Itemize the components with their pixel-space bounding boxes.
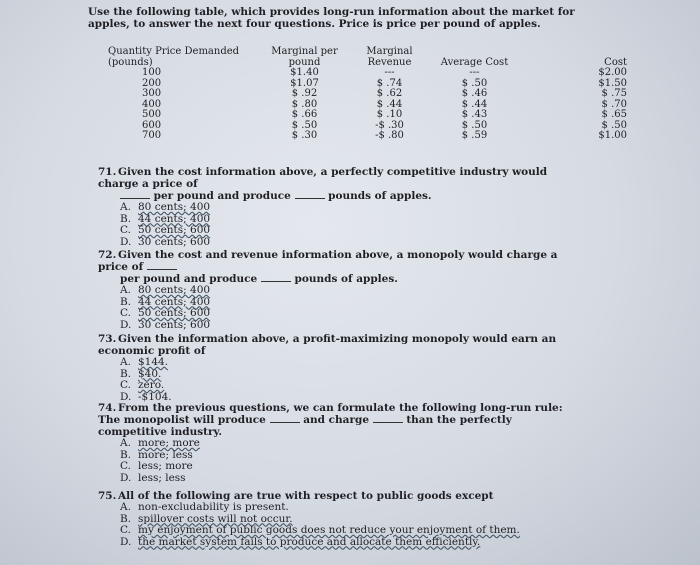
table-row (108, 121, 627, 132)
option-letter: A. (120, 356, 131, 368)
question-stem: than the perfectly competitive industry. (98, 414, 512, 438)
option-letter: B. (120, 448, 132, 461)
option-letter: C. (120, 524, 131, 536)
col-header: Marginal per pound (271, 46, 338, 68)
question-stem: Given the information above, a profit-maximizing monopoly would earn an economic profit of (98, 333, 557, 357)
option-text: 80 cents; 400 (138, 201, 211, 213)
option-letter: A. (120, 201, 131, 213)
option-text: non-excludability is present. (138, 501, 289, 513)
question-stem: From the previous questions, we can formulate the following long-run rule: The monopolist will produce (98, 402, 563, 426)
option-text: more; less (138, 448, 193, 461)
table-cell: 200 (142, 77, 162, 89)
table-cell: $ .50 (291, 119, 318, 131)
option-letter: B. (120, 512, 132, 525)
option-text: 44 cents; 400 (138, 212, 211, 225)
option-letter: D. (120, 535, 132, 548)
table-cell: $ .62 (376, 88, 403, 99)
question-number: 71. (98, 166, 117, 178)
question-number: 75. (98, 490, 117, 502)
question-71 (98, 166, 568, 248)
table-cell: 600 (142, 119, 162, 131)
question-73 (98, 333, 568, 403)
table-row (108, 100, 627, 111)
option-text: 50 cents; 600 (138, 307, 211, 319)
table-cell: $1.40 (290, 67, 319, 78)
question-stem: and charge (303, 414, 370, 426)
option-text: less; less (138, 471, 186, 484)
option-text: less; more (138, 460, 193, 472)
table-row (108, 131, 627, 142)
table-cell: -$ .80 (375, 130, 404, 141)
answer-option[interactable] (120, 473, 568, 485)
option-letter: C. (120, 224, 131, 236)
question-72 (98, 249, 568, 331)
answer-option[interactable] (120, 537, 568, 549)
option-text: the market system fails to produce and allocate them efficiently. (138, 535, 481, 548)
table-cell: $ .44 (376, 98, 403, 110)
option-text: -$104. (138, 390, 172, 403)
answer-option[interactable] (120, 461, 568, 473)
option-text: 80 cents; 400 (138, 284, 211, 296)
option-letter: C. (120, 307, 131, 319)
option-text: 30 cents; 600 (138, 318, 211, 331)
option-text: zero. (138, 379, 165, 391)
table-cell: 400 (142, 98, 162, 110)
answer-option[interactable] (120, 320, 568, 332)
table-cell: $ .50 (461, 77, 488, 89)
col-header: Average Cost (440, 56, 509, 68)
option-letter: B. (120, 295, 132, 308)
table-cell: 500 (142, 109, 162, 120)
option-letter: A. (120, 501, 131, 513)
table-cell: 300 (142, 88, 162, 99)
option-text: more; more (138, 437, 200, 449)
question-stem: Given the cost information above, a perfectly competitive industry would charge a price of (98, 166, 548, 190)
answer-option[interactable] (120, 357, 568, 369)
option-text: my enjoyment of public goods does not reduce your enjoyment of them. (138, 524, 520, 536)
option-letter: D. (120, 235, 132, 248)
table-cell: 700 (142, 130, 162, 141)
table-row (108, 110, 627, 121)
instructions: Use the following table, which provides long-run information about the market for apples, to answer the next four questions. Price is price per pound of apples. (88, 6, 575, 30)
question-stem: per pound and produce (120, 273, 258, 285)
table-cell: $ .50 (601, 119, 627, 131)
option-letter: D. (120, 471, 132, 484)
question-stem: pounds of apples. (294, 273, 398, 285)
option-letter: C. (120, 460, 131, 472)
table-cell: $2.00 (598, 67, 627, 78)
option-letter: B. (120, 367, 132, 380)
table-cell: $ .43 (461, 109, 488, 120)
option-text: 44 cents; 400 (138, 295, 211, 308)
table-cell: $ .30 (291, 130, 318, 141)
table-cell: $ .70 (601, 98, 627, 110)
table-cell: $ .59 (461, 130, 488, 141)
table-cell: $1.50 (598, 77, 627, 89)
question-75 (98, 490, 568, 548)
table-cell: $1.00 (598, 130, 627, 141)
option-text: $144. (138, 356, 169, 368)
table-cell: $ .66 (291, 109, 318, 120)
question-stem: All of the following are true with respect to public goods except (118, 490, 494, 502)
table-row (108, 68, 627, 79)
col-header: Quantity Price Demanded (pounds) (108, 46, 240, 68)
answer-option[interactable] (120, 380, 568, 392)
apple-market-table (108, 47, 627, 142)
option-text: 50 cents; 600 (138, 224, 211, 236)
option-letter: D. (120, 390, 132, 403)
table-cell: $ .10 (376, 109, 403, 120)
option-letter: A. (120, 437, 131, 449)
col-header: Cost (604, 56, 627, 68)
option-letter: C. (120, 379, 131, 391)
answer-option[interactable] (120, 369, 568, 381)
question-number: 72. (98, 249, 117, 261)
table-cell: $ .75 (601, 88, 627, 99)
col-header: Marginal Revenue (366, 46, 413, 68)
table-row (108, 79, 627, 90)
option-letter: D. (120, 318, 132, 331)
table-cell: --- (469, 67, 480, 78)
table-cell: 100 (142, 67, 162, 78)
table-cell: $ .65 (601, 109, 627, 120)
table-cell: --- (384, 67, 395, 78)
table-cell: -$ .30 (375, 119, 404, 131)
option-text: 30 cents; 600 (138, 235, 211, 248)
question-number: 74. (98, 402, 117, 414)
question-stem: per pound and produce (153, 190, 291, 202)
question-stem: pounds of apples. (328, 190, 432, 202)
table-cell: $1.07 (290, 77, 319, 89)
option-text: spillover costs will not occur. (138, 512, 293, 525)
option-letter: A. (120, 284, 131, 296)
option-text: $40. (138, 367, 162, 380)
question-number: 73. (98, 333, 117, 345)
table-cell: $ .44 (461, 98, 488, 110)
question-stem: Given the cost and revenue information above, a monopoly would charge a price of (98, 249, 558, 273)
table-cell: $ .50 (461, 119, 488, 131)
option-letter: B. (120, 212, 132, 225)
question-74 (98, 402, 568, 484)
table-cell: $ .46 (461, 88, 488, 99)
table-cell: $ .80 (291, 98, 318, 110)
table-cell: $ .74 (376, 77, 403, 89)
table-row (108, 89, 627, 100)
answer-option[interactable] (120, 237, 568, 249)
table-cell: $ .92 (291, 88, 318, 99)
